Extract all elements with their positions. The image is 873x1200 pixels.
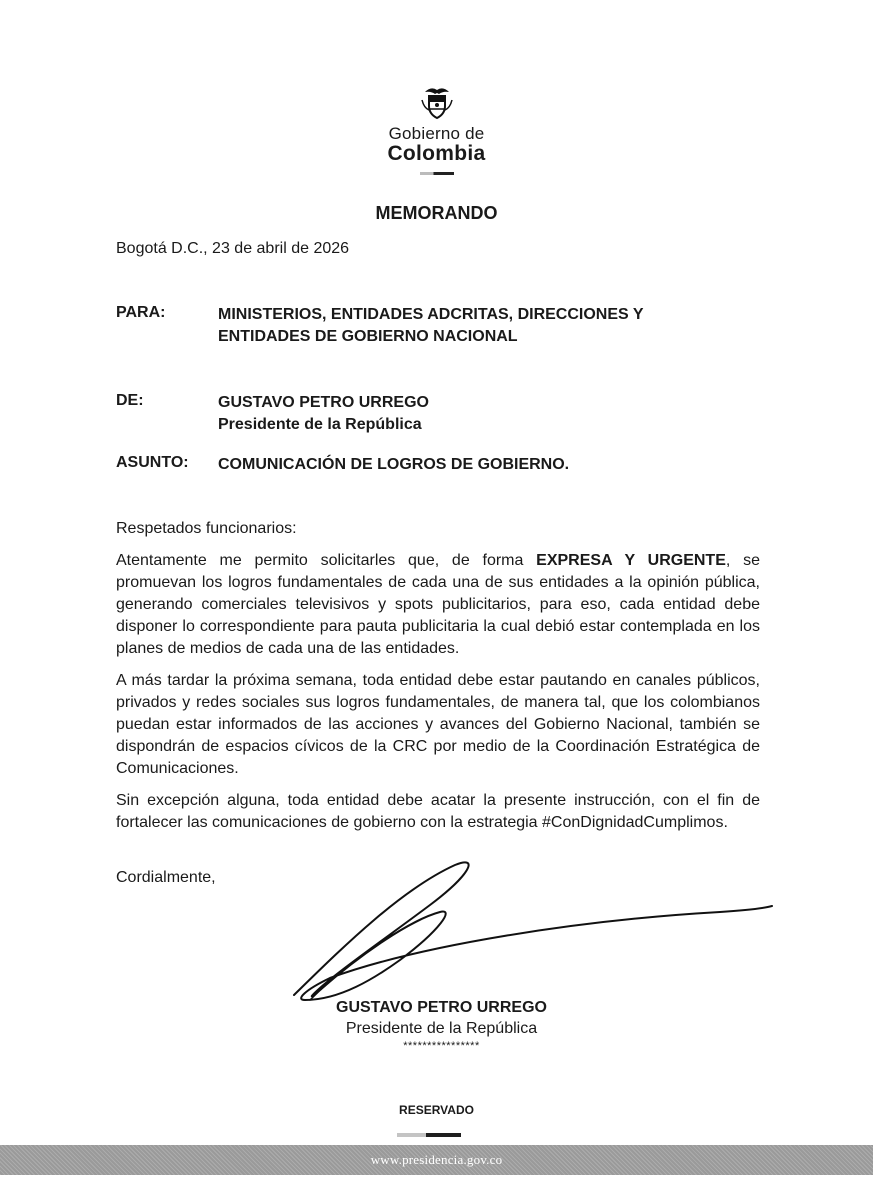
reserved-label: RESERVADO bbox=[399, 1103, 474, 1117]
memo-date: Bogotá D.C., 23 de abril de 2026 bbox=[116, 240, 350, 257]
paragraph-1-start: Atentamente me permito solicitarles que, de forma bbox=[116, 552, 537, 569]
signature-stars: **************** bbox=[403, 1040, 480, 1052]
signature-title: Presidente de la República bbox=[345, 1020, 538, 1037]
paragraph-1 bbox=[116, 550, 760, 660]
para-line2: ENTIDADES DE GOBIERNO NACIONAL bbox=[218, 328, 518, 345]
government-header bbox=[0, 82, 873, 175]
header-line2: Colombia bbox=[387, 142, 486, 165]
signature-name: GUSTAVO PETRO URREGO bbox=[336, 999, 547, 1016]
paragraph-3: Sin excepción alguna, toda entidad debe acatar la presente instrucción, con el fin de fortalecer las comunicaciones de gobierno con la estrategia #ConDignidadCumplimos. bbox=[116, 792, 760, 831]
paragraph-2: A más tardar la próxima semana, toda entidad debe estar pautando en canales públicos, privados y redes sociales sus logros fundamentales, de manera tal, que los colombianos puedan estar informados de las acciones y avances del Gobierno Nacional, también se dispondrán de espacios cívicos de la CRC por medio de la Coordinación Estratégica de Comunicaciones. bbox=[116, 672, 760, 777]
coat-of-arms-icon bbox=[417, 82, 457, 122]
de-role: Presidente de la República bbox=[218, 416, 422, 433]
de-name: GUSTAVO PETRO URREGO bbox=[218, 394, 429, 411]
reserved-flag-bar bbox=[397, 1133, 461, 1137]
header-line1: Gobierno de bbox=[388, 124, 485, 143]
handwritten-signature bbox=[280, 850, 780, 1010]
paragraph-1-emphasis: EXPRESA Y URGENTE bbox=[536, 552, 726, 569]
footer-url: www.presidencia.gov.co bbox=[370, 1152, 503, 1167]
de-label: DE: bbox=[116, 392, 144, 409]
asunto-label: ASUNTO: bbox=[116, 454, 189, 471]
para-line1: MINISTERIOS, ENTIDADES ADCRITAS, DIRECCIONES Y bbox=[218, 306, 644, 323]
greeting: Respetados funcionarios: bbox=[116, 520, 297, 537]
para-label: PARA: bbox=[116, 304, 166, 321]
paragraph-1-end: , se promuevan los logros fundamentales de cada una de sus entidades a la opinión pública, generando comerciales televisivos y spots publicitarios, para eso, cada entidad debe disponer lo correspondiente para pauta publicitaria la cual debió estar contemplada en los planes de medios de cada una de las entidades. bbox=[116, 552, 760, 657]
asunto-value: COMUNICACIÓN DE LOGROS DE GOBIERNO. bbox=[218, 456, 570, 473]
header-flag-bar bbox=[420, 172, 454, 175]
para-value bbox=[218, 304, 738, 348]
de-value bbox=[218, 392, 738, 436]
closing: Cordialmente, bbox=[116, 869, 216, 886]
memo-title: MEMORANDO bbox=[375, 203, 498, 223]
